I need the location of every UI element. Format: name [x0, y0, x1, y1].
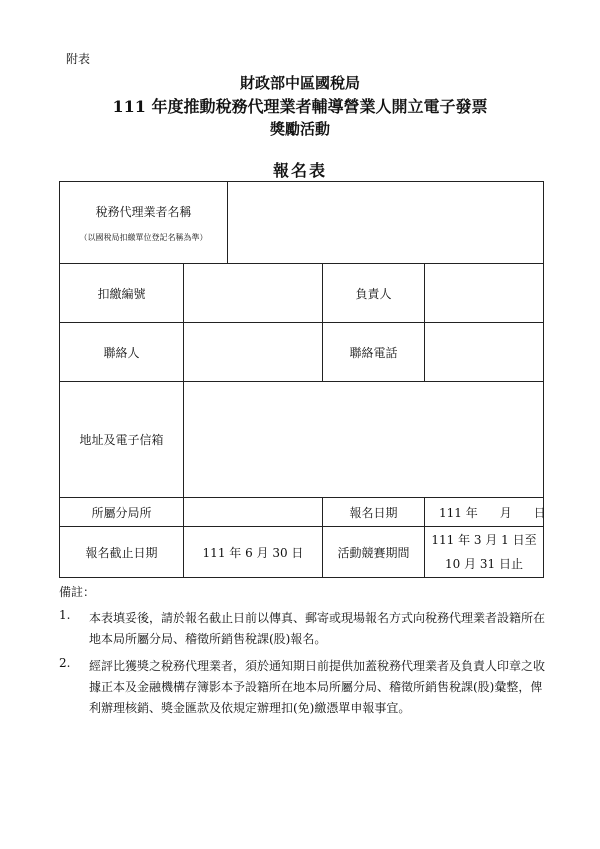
contact-label: 聯絡人: [60, 323, 184, 382]
signup-date-day: 日: [533, 505, 546, 520]
signup-date-year: 111 年: [439, 505, 478, 520]
agent-name-note: （以國稅局扣繳單位登記名稱為準）: [79, 232, 208, 242]
withholding-no-label: 扣繳編號: [60, 264, 184, 323]
deadline-value: 111 年 6 月 30 日: [184, 527, 323, 578]
branch-field[interactable]: [184, 498, 323, 527]
event-subtitle: 獎勵活動: [269, 120, 330, 138]
responsible-field[interactable]: [425, 264, 544, 323]
note-item: [59, 608, 549, 650]
appendix-label: 附表: [66, 52, 91, 66]
period-label: 活動競賽期間: [323, 527, 425, 578]
responsible-label: 負責人: [323, 264, 425, 323]
note-number: 1.: [59, 608, 71, 622]
contact-row: [60, 323, 544, 382]
address-email-field[interactable]: [184, 382, 544, 498]
deadline-row: [60, 527, 544, 578]
signup-date-month: 月: [499, 505, 512, 520]
branch-label: 所屬分局所: [60, 498, 184, 527]
agent-name-label-cell: [60, 182, 228, 264]
branch-row: [60, 498, 544, 527]
organization-title: 財政部中區國稅局: [239, 74, 360, 92]
event-title: 111 年度推動稅務代理業者輔導營業人開立電子發票: [112, 97, 488, 116]
withholding-row: [60, 264, 544, 323]
period-line-1: 111 年 3 月 1 日至: [431, 533, 537, 547]
registration-form-table: [59, 181, 544, 578]
notes-label: 備註：: [59, 585, 96, 599]
signup-date-field[interactable]: [425, 498, 544, 527]
contact-field[interactable]: [184, 323, 323, 382]
period-line-2: 10 月 31 日止: [445, 557, 523, 571]
note-item: [59, 656, 549, 719]
agent-name-label: 稅務代理業者名稱: [95, 204, 192, 219]
deadline-label: 報名截止日期: [60, 527, 184, 578]
withholding-no-field[interactable]: [184, 264, 323, 323]
contact-phone-label: 聯絡電話: [323, 323, 425, 382]
agent-name-field[interactable]: [228, 182, 544, 264]
note-text: 本表填妥後，請於報名截止日前以傳真、郵寄或現場報名方式向稅務代理業者設籍所在地本局所屬分局、稽徵所銷售稅課(股)報名。: [89, 611, 546, 646]
form-title: 報名表: [272, 161, 327, 180]
address-label: 地址及電子信箱: [60, 382, 184, 498]
contact-phone-field[interactable]: [425, 323, 544, 382]
signup-date-label: 報名日期: [323, 498, 425, 527]
address-row: [60, 382, 544, 498]
note-text: 經評比獲獎之稅務代理業者，須於通知期日前提供加蓋稅務代理業者及負責人印章之收據正本及金融機構存簿影本予設籍所在地本局所屬分局、稽徵所銷售稅課(股)彙整，俾利辦理核銷、獎金匯款及依規定辦理扣(免)繳憑單申報事宜。: [89, 659, 546, 715]
notes-section: [59, 583, 549, 725]
period-value: [425, 527, 544, 578]
agent-name-row: [60, 182, 544, 264]
note-number: 2.: [59, 656, 71, 670]
